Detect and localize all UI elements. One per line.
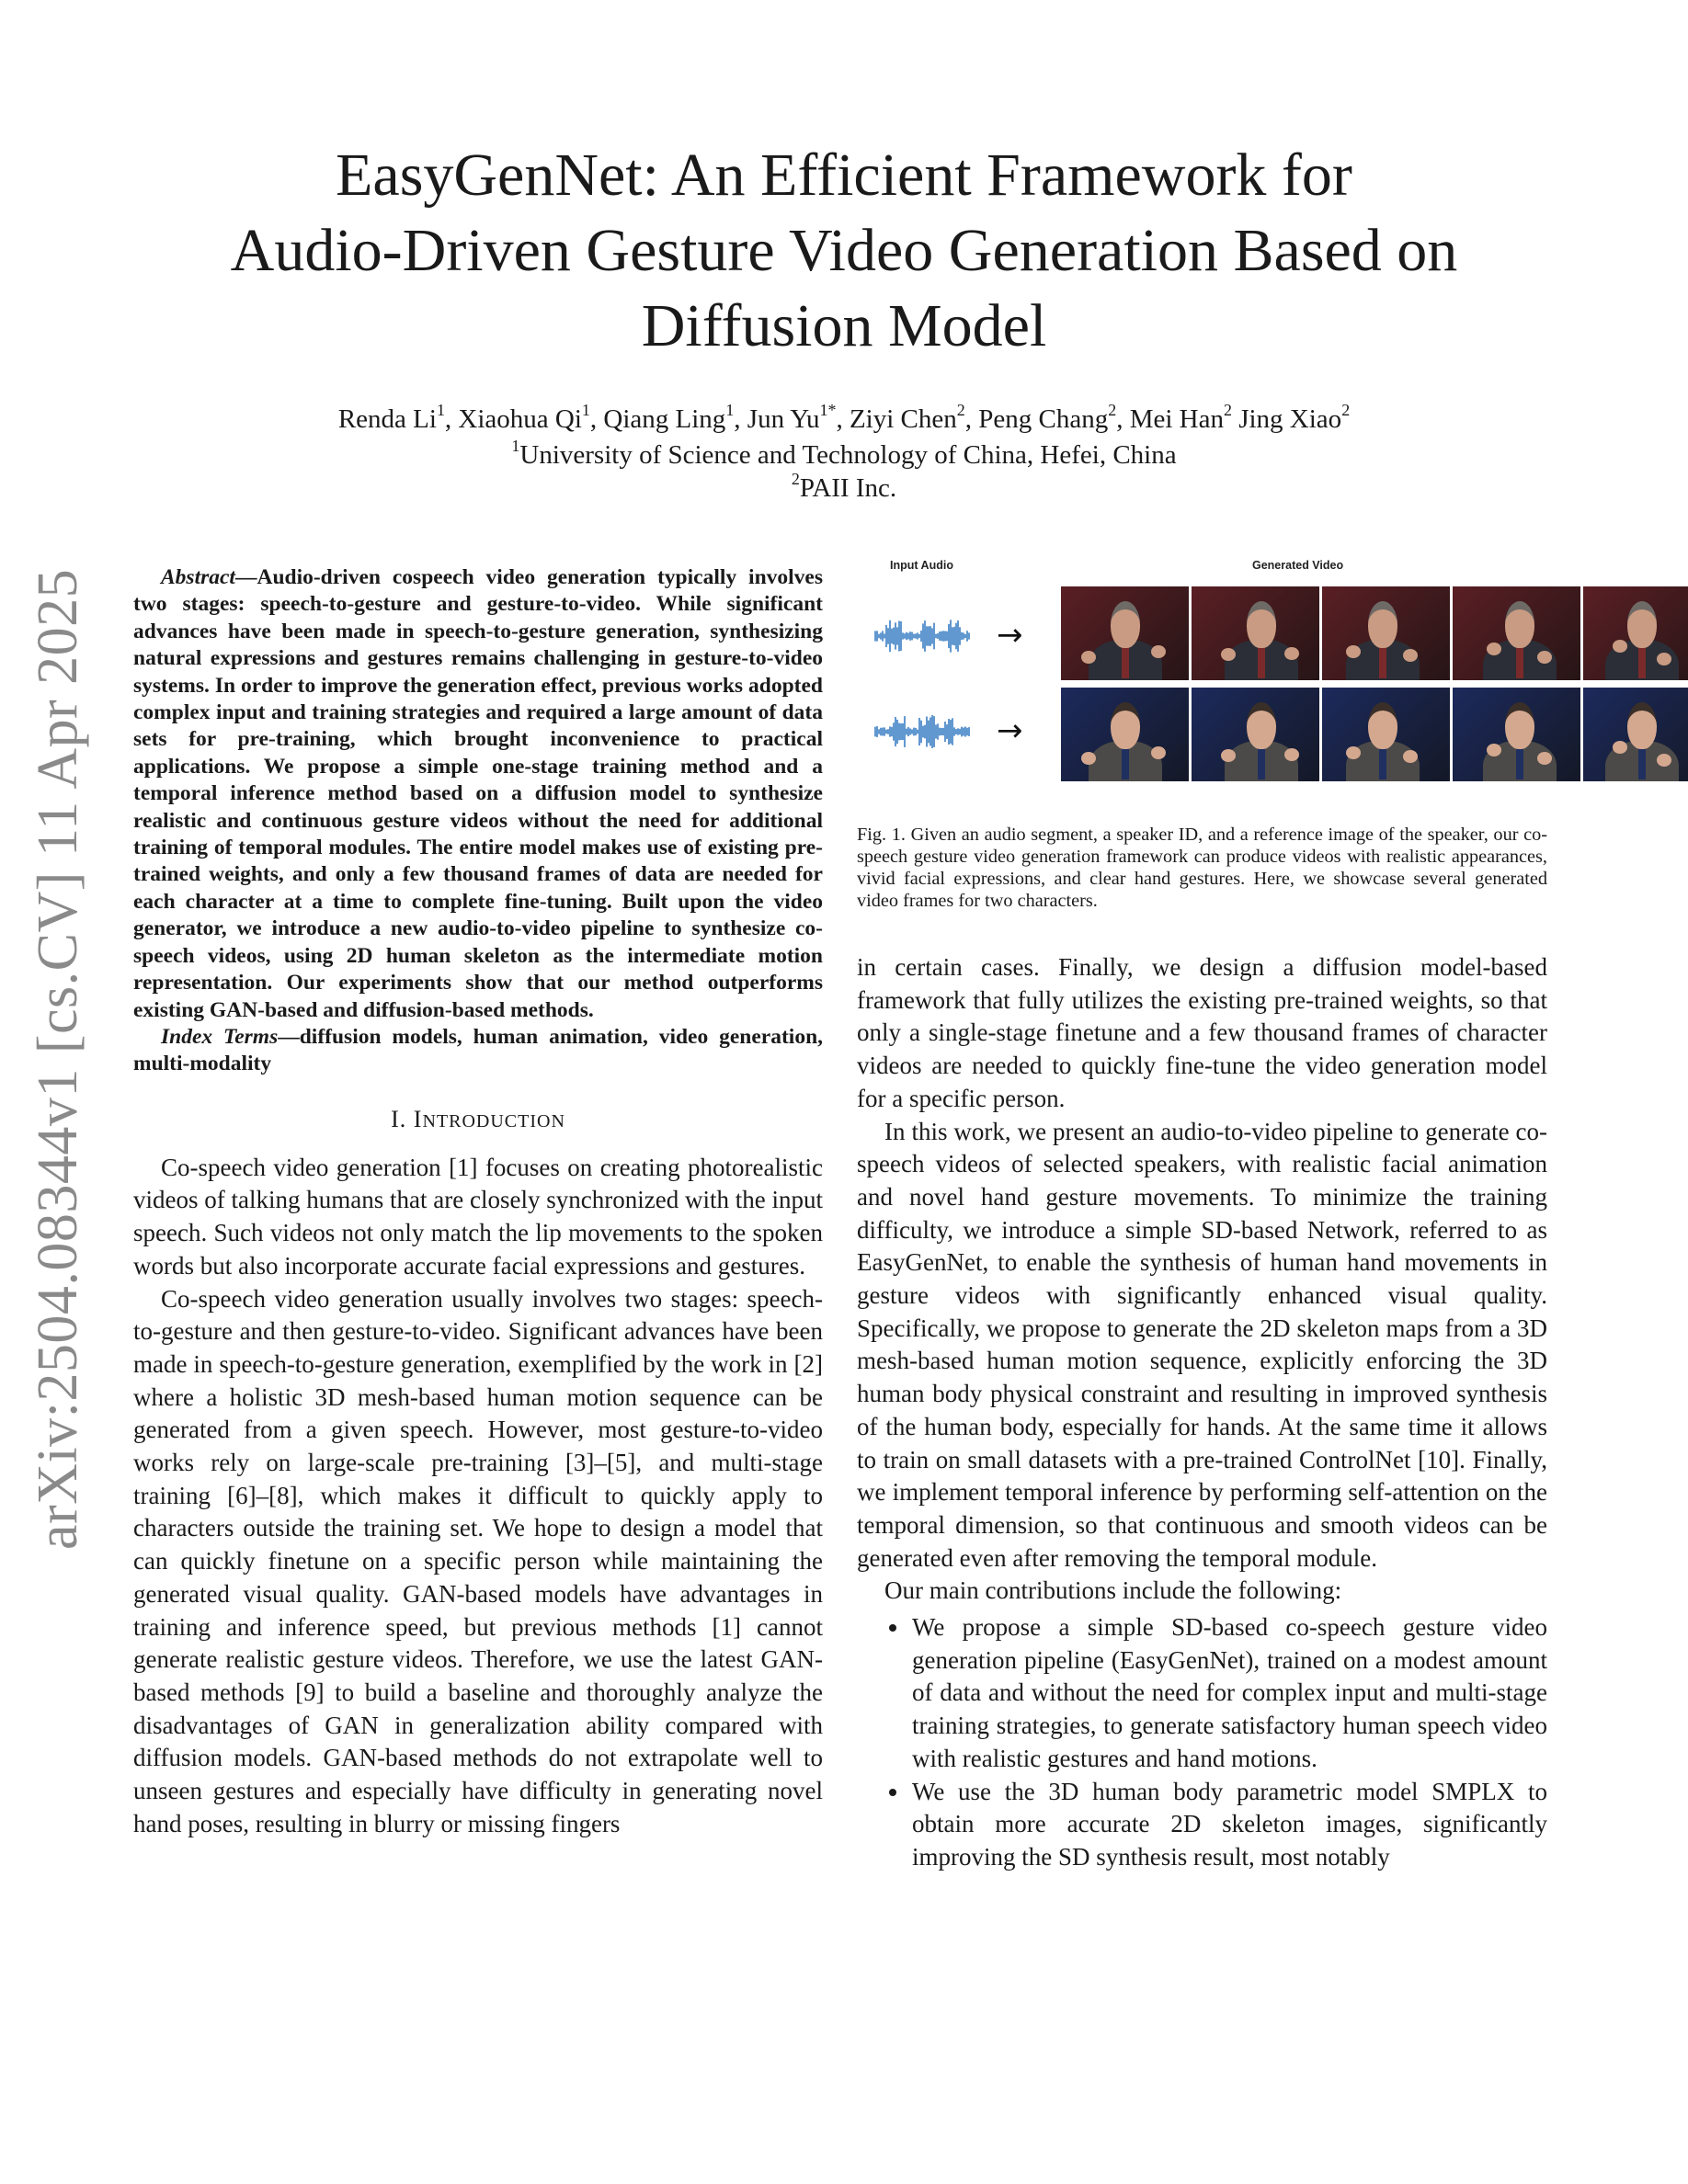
- paragraph: Co-speech video generation [1] focuses on creating photorealistic videos of talking humans that are closely synchronized with the input speech. Such videos not only match the lip movements to the spoken words but also incorporate accurate facial expressions and gestures.: [133, 1153, 823, 1280]
- paper-title: [110, 138, 1578, 364]
- abstract: Abstract—Audio-driven cospeech video generation typically involves two stages: speech-to-gesture and gesture-to-video. While significant advances have been made in speech-to-gesture generation, synthesizing natural expressions and gestures remains challenging in gesture-to-video systems. In order to improve the generation effect, previous works adopted complex input and training strategies and required a large amount of data sets for pre-training, which brought inconvenience to practical applications. We propose a simple one-stage training method and a temporal inference method based on a diffusion model to synthesize realistic and continuous gesture videos without the need for additional training of temporal modules. The entire model makes use of existing pre-trained weights, and only a few thousand frames of data are needed for each character at a time to complete fine-tuning. Built upon the video generator, we introduce a new audio-to-video pipeline to synthesize co-speech videos, using 2D human skeleton as the intermediate motion representation. Our experiments show that our method outperforms existing GAN-based and diffusion-based methods. Index Terms—diffusion models, human animation, video generation, multi-modality: [133, 565, 824, 1076]
- index-terms-text: diffusion models, human animation, video generation, multi-modality: [133, 1024, 824, 1076]
- title-line: Audio-Driven Gesture Video Generation Based on: [230, 217, 1458, 284]
- video-frames-row: [1061, 586, 1688, 680]
- paragraph: in certain cases. Finally, we design a diffusion model-based framework that fully utilizes the existing pre-trained weights, so that only a single-stage finetune and a few thousand frames of character videos are needed to quickly fine-tune the video generation model for a specific person.: [857, 953, 1547, 1112]
- paragraph: Our main contributions include the following:: [884, 1576, 1342, 1605]
- video-frame: [1322, 688, 1450, 781]
- video-frame: [1061, 688, 1189, 781]
- author-list: Renda Li$^1$, Xiaohua Qi$^1$, Qiang Ling$^1$, Jun $Yu^{1*}$, Ziyi Chen$^2$, Peng Chang$^2$, Mei Han$^2$ Jing Xiao$^2$: [337, 400, 1351, 434]
- paragraph: Co-speech video generation usually involves two stages: speech-to-gesture and then gesture-to-video. Significant advances have been made in speech-to-gesture generation, exemplified by the work in [2] where a holistic 3D mesh-based human motion sequence can be generated from a given speech. However, most gesture-to-video works rely on large-scale pre-training [3]–[5], and multi-stage training [6]–[8], which makes it difficult to quickly apply to characters outside the training set. We hope to design a model that can quickly finetune on a specific person while maintaining the generated visual quality. GAN-based models have advantages in training and inference speed, but previous methods [1] cannot generate realistic gesture videos. Therefore, we use the latest GAN-based methods [9] to build a baseline and thoroughly analyze the disadvantages of GAN in generalization ability compared with diffusion models. GAN-based methods do not extrapolate well to unseen gestures and especially have difficulty in generating novel hand poses, resulting in blurry or missing fingers: [133, 1284, 823, 1837]
- right-column: [857, 951, 1547, 1874]
- paragraph: In this work, we present an audio-to-video pipeline to generate co-speech videos of selected speakers, with realistic facial animation and novel hand gesture movements. To minimize the training difficulty, we introduce a simple SD-based Network, referred to as EasyGenNet, to enable the synthesis of human hand movements in gesture videos with significantly enhanced visual quality. Specifically, we propose to generate the 2D skeleton maps from a 3D mesh-based human motion sequence, explicitly enforcing the 3D human body physical constraint and resulting in improved synthesis of the human body, especially for hands. At the same time it allows to train on small datasets with a pre-trained ControlNet [10]. Finally, we implement temporal inference by performing self-attention on the temporal dimension, so that continuous and smooth videos can be generated even after removing the temporal module.: [857, 1117, 1547, 1572]
- affiliation: $^2$PAII Inc.: [791, 469, 897, 503]
- intro-text-left: [133, 1152, 823, 1841]
- author: Mei Han$^2$: [1129, 400, 1232, 434]
- video-frame: [1192, 586, 1319, 680]
- list-item: • We propose a simple SD-based co-speech gesture video generation pipeline (EasyGenNet), trained on a modest amount of data and without the need for complex input and multi-stage training strategies, to generate satisfactory human speech video with realistic gestures and hand motions.: [910, 1611, 1547, 1776]
- figure-caption: Fig. 1. Given an audio segment, a speaker ID, and a reference image of the speaker, our co-speech gesture video generation framework can produce videos with realistic appearances, vivid facial expressions, and clear hand gestures. Here, we showcase several generated video frames for two characters.: [857, 825, 1547, 911]
- index-terms-label: Index Terms: [161, 1024, 279, 1049]
- generated-video-label: Generated Video: [1252, 559, 1344, 572]
- figure-1: [864, 559, 1548, 803]
- arxiv-identifier: arXiv:2504.08344v1 [cs.CV] 11 Apr 2025: [27, 568, 89, 1550]
- video-frames-row: [1061, 688, 1688, 781]
- arrow-right-icon: →: [997, 617, 1023, 654]
- video-frame: [1453, 586, 1580, 680]
- list-item: • We use the 3D human body parametric model SMPLX to obtain more accurate 2D skeleton images, significantly improving the SD synthesis result, most notably: [910, 1776, 1547, 1874]
- author: Jing Xiao$^2$: [1238, 400, 1351, 434]
- video-frame: [1192, 688, 1319, 781]
- audio-waveform-icon: [872, 713, 973, 750]
- contribution-list: [857, 1611, 1547, 1874]
- audio-waveform-icon: [872, 618, 973, 654]
- abstract-text: Audio-driven cospeech video generation typically involves two stages: speech-to-gesture and gesture-to-video. While significant advances have been made in speech-to-gesture generation, synthesizing natural expressions and gestures remains challenging in gesture-to-video systems. In order to improve the generation effect, previous works adopted complex input and training strategies and required a large amount of data sets for pre-training, which brought inconvenience to practical applications. We propose a simple one-stage training method and a temporal inference method based on a diffusion model to synthesize realistic and continuous gesture videos without the need for additional training of temporal modules. The entire model makes use of existing pre-trained weights, and only a few thousand frames of data are needed for each character at a time to complete fine-tuning. Built upon the video generator, we introduce a new audio-to-video pipeline to synthesize co-speech videos, using 2D human skeleton as the intermediate motion representation. Our experiments show that our method outperforms existing GAN-based and diffusion-based methods.: [133, 565, 823, 1022]
- video-frame: [1322, 586, 1450, 680]
- author: Xiaohua Qi$^1$: [458, 400, 590, 434]
- video-frame: [1453, 688, 1580, 781]
- title-line: Diffusion Model: [641, 292, 1047, 359]
- video-frame: [1583, 586, 1688, 680]
- author: Ziyi Chen$^2$: [849, 400, 965, 434]
- author: Renda Li$^1$: [337, 400, 445, 434]
- author: Peng Chang$^2$: [978, 400, 1117, 434]
- abstract-label: Abstract: [161, 565, 235, 589]
- video-frame: [1583, 688, 1688, 781]
- author: Qiang Ling$^1$: [603, 400, 735, 434]
- author: Jun $Yu^{1*}$: [747, 400, 837, 434]
- video-frame: [1061, 586, 1189, 680]
- affiliation: $^1$University of Science and Technology of China, Hefei, China: [511, 436, 1177, 470]
- title-line: EasyGenNet: An Efficient Framework for: [336, 142, 1352, 209]
- input-audio-label: Input Audio: [890, 559, 953, 572]
- left-column: [133, 564, 823, 1840]
- arrow-right-icon: →: [997, 712, 1023, 749]
- section-heading: I. INTRODUCTION: [391, 1105, 565, 1132]
